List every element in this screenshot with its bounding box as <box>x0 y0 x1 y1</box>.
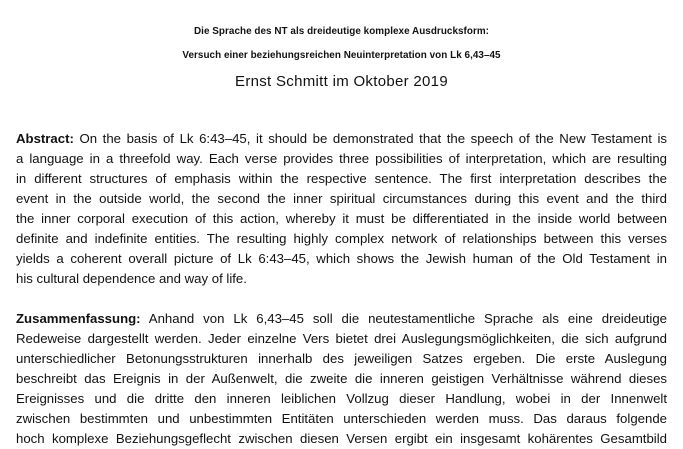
abstract-line: event in the outside world, the second the inner spiritual circumstances during this event and the third <box>16 191 667 206</box>
zusammenfassung-line: Ereignisses und die dritte den inneren leiblichen Vollzug dieser Handlung, wobei in der Innenwelt <box>16 391 667 406</box>
abstract-line: in different structures of emphasis within the respective sentence. The first interpretation describes the <box>16 171 667 186</box>
abstract-label: Abstract: <box>16 131 74 146</box>
abstract-line: a language in a threefold way. Each verse provides three possibilities of interpretation, which are resulting <box>16 151 667 166</box>
zusammenfassung-paragraph <box>16 309 667 449</box>
title-line-1: Die Sprache des NT als dreideutige komplexe Ausdrucksform: <box>193 26 490 37</box>
title-line-2: Versuch einer beziehungsreichen Neuinterpretation von Lk 6,43–45 <box>182 50 501 61</box>
zusammenfassung-line: unterschiedlicher Betonungsstrukturen innerhalb des jeweiligen Satzes ergeben. Die erste Auslegung <box>16 351 667 366</box>
zusammenfassung-line: beschreibt das Ereignis in der Außenwelt, die zweite die inneren geistigen Verhältnisse während dieses <box>16 371 667 386</box>
zusammenfassung-line: Zusammenfassung: Anhand von Lk 6,43–45 soll die neutestamentliche Sprache als eine dreideutige <box>16 311 667 326</box>
zusammenfassung-line: Redeweise dargestellt werden. Jeder einzelne Vers bietet drei Auslegungsmöglichkeiten, die sich aufgrund <box>16 331 667 346</box>
abstract-line: definite and indefinite entities. The resulting highly complex network of relationships between this verses <box>16 231 667 246</box>
abstract-line: his cultural dependence and way of life. <box>16 271 247 286</box>
author-line: Ernst Schmitt im Oktober 2019 <box>235 73 448 90</box>
paper-title <box>0 0 683 68</box>
zusammenfassung-label: Zusammenfassung: <box>16 311 141 326</box>
zusammenfassung-line: hoch komplexe Beziehungsgeflecht zwischen diesen Versen ergibt ein insgesamt kohärentes Gesamtbild <box>16 431 667 446</box>
abstract-line: Abstract: On the basis of Lk 6:43–45, it should be demonstrated that the speech of the New Testament is <box>16 131 667 146</box>
abstract-paragraph <box>16 129 667 289</box>
abstract-line: the inner corporal execution of this action, whereby it must be differentiated in the inside world between <box>16 211 667 226</box>
abstract-line: yields a coherent overall picture of Lk 6:43–45, which shows the Jewish human of the Old Testament in <box>16 251 667 266</box>
zusammenfassung-line: zwischen bestimmten und unbestimmten Entitäten unterschieden werden muss. Das daraus folgende <box>16 411 667 426</box>
